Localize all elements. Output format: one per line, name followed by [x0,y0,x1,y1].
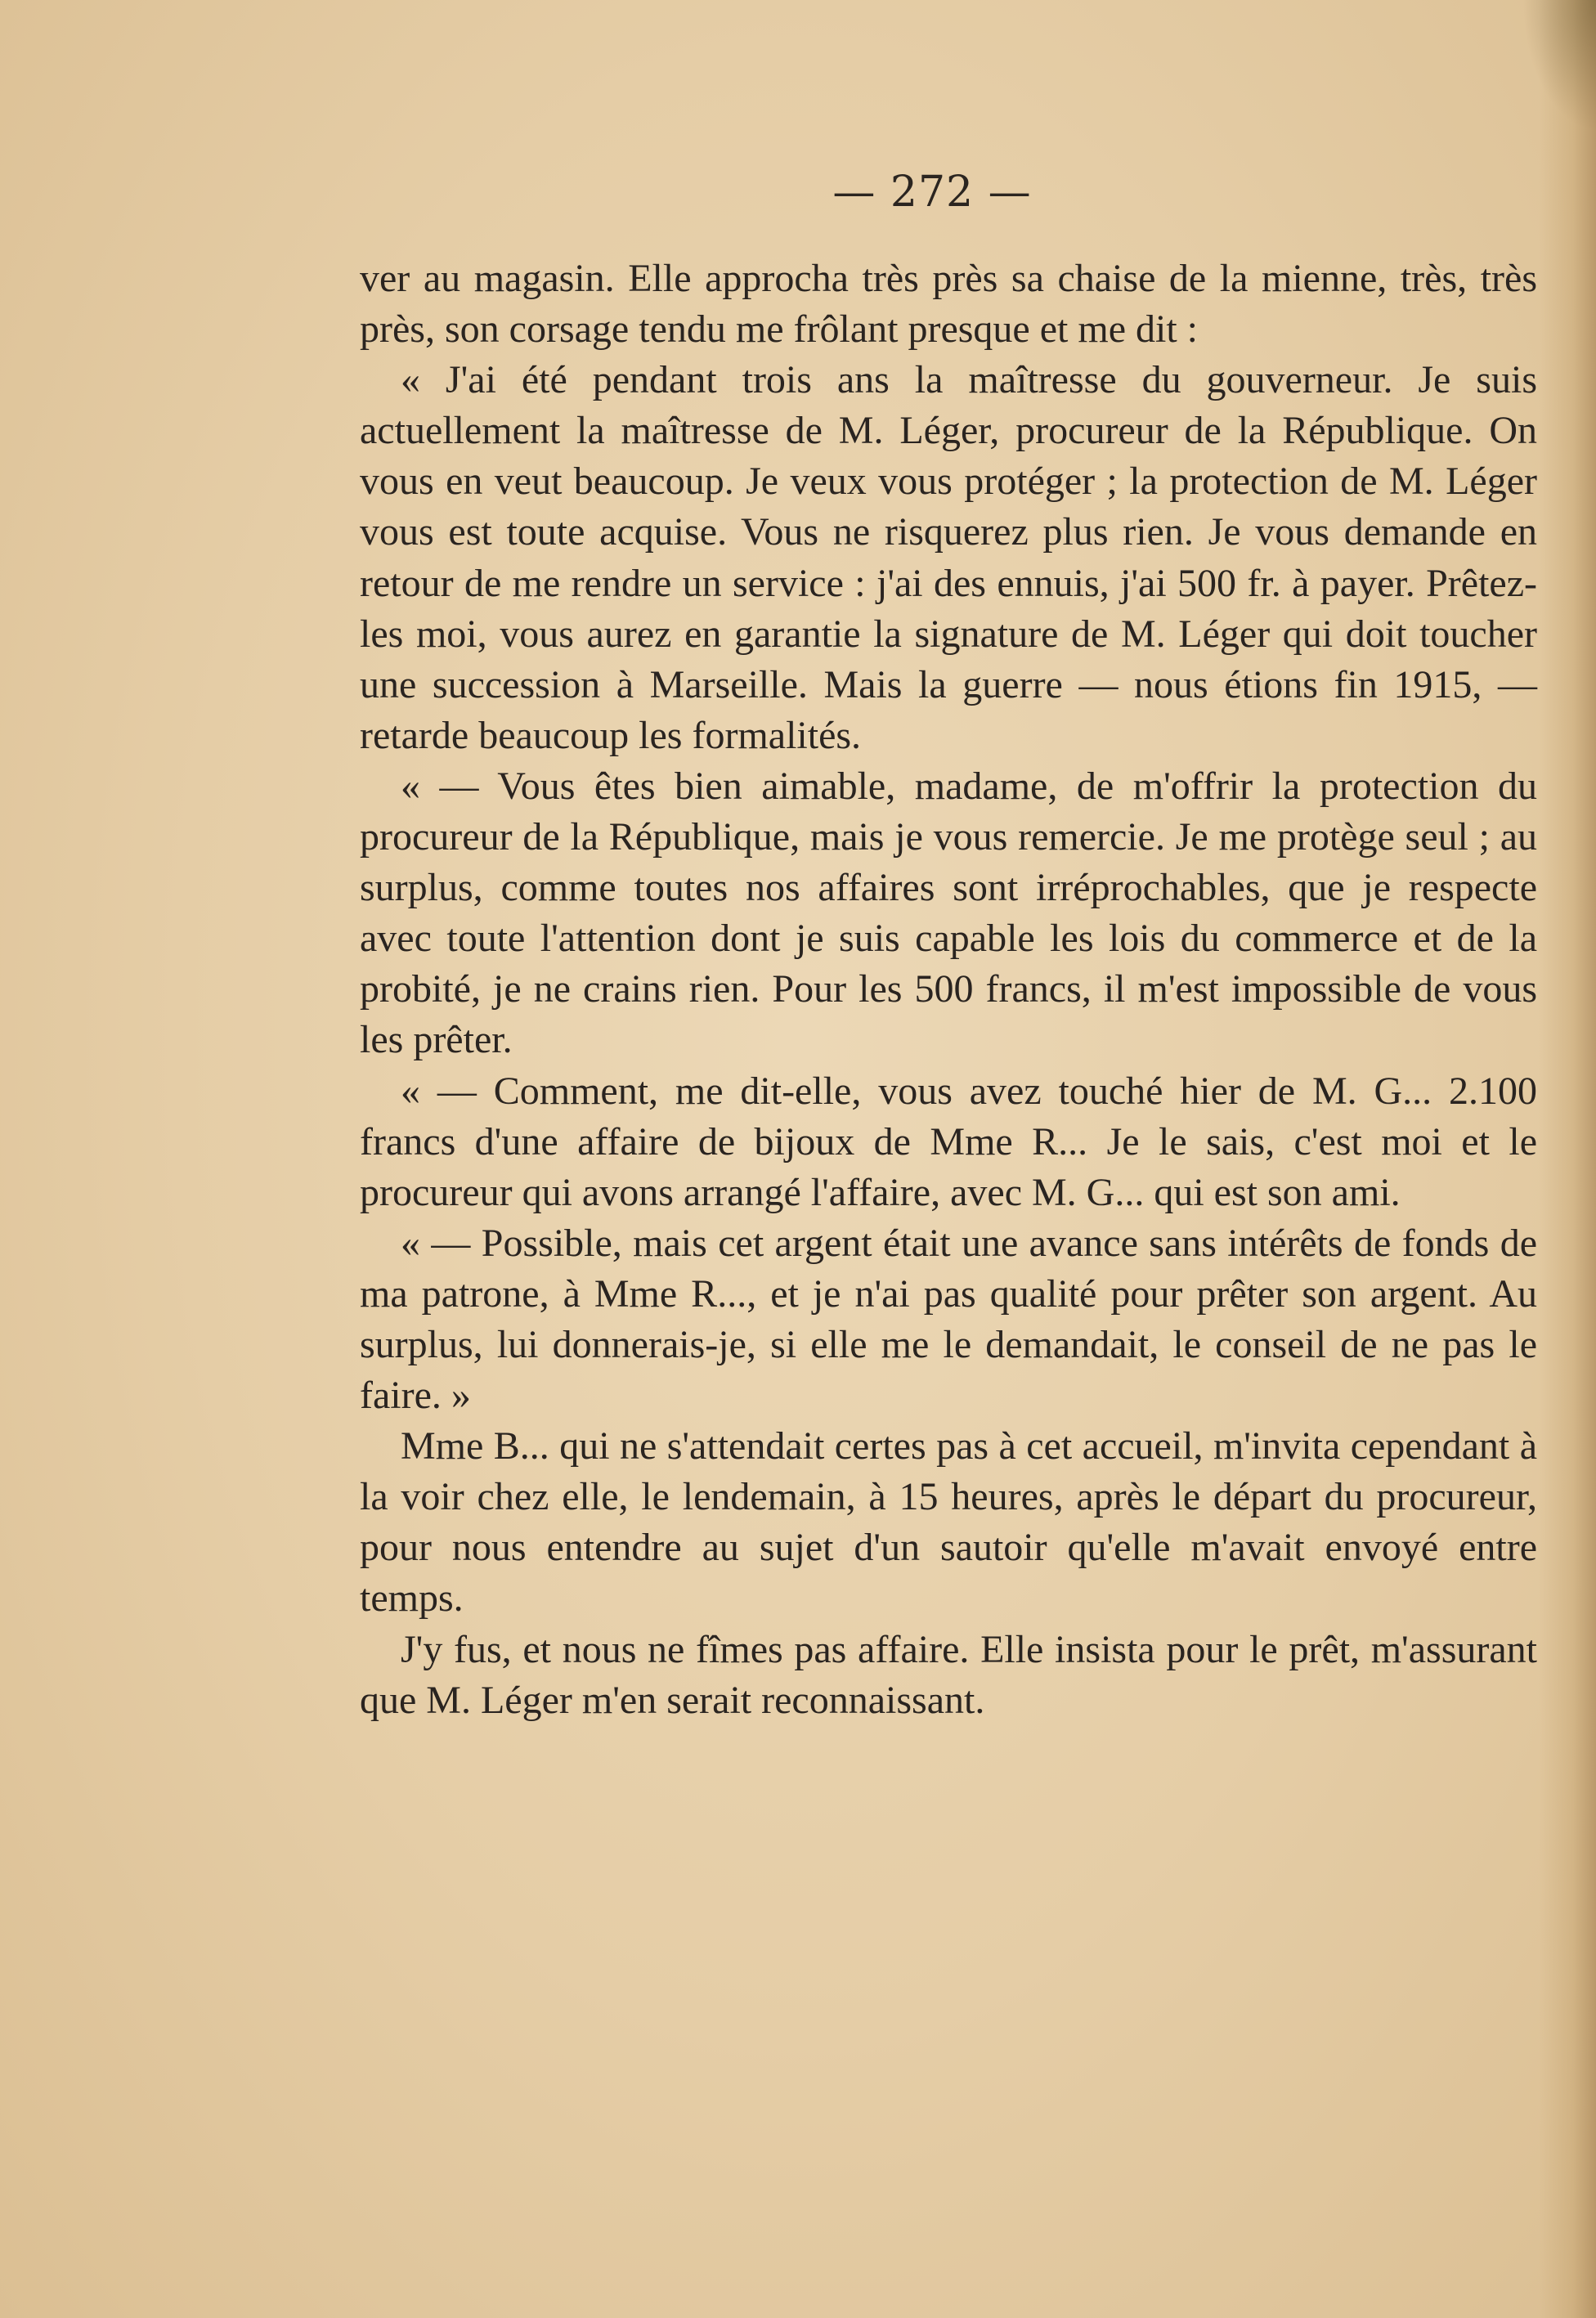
paragraph: « — Possible, mais cet argent était une avance sans intérêts de fonds de ma patrone, à Mme R..., et je n'ai pas qualité pour prêter son argent. Au surplus, lui donnerais-je, si elle me le demandait, le conseil de ne pas le faire. » [360,1221,1537,1418]
paragraph: Mme B... qui ne s'attendait certes pas à cet accueil, m'invita cependant à la voir chez elle, le lendemain, à 15 heures, après le départ du procureur, pour nous entendre au sujet d'un sautoir qu'elle m'avait envoyé entre temps. [360,1424,1537,1621]
page-body [360,253,1537,1726]
corner-stain [1522,0,1596,131]
paragraph: J'y fus, et nous ne fîmes pas affaire. Elle insista pour le prêt, m'assurant que M. Léger m'en serait reconnaissant. [360,1627,1537,1722]
page-edge-shadow [1539,0,1596,2318]
paragraph: « J'ai été pendant trois ans la maîtresse du gouverneur. Je suis actuellement la maîtresse de M. Léger, procureur de la République. On vous en veut beaucoup. Je veux vous protéger ; la protection de M. Léger vous est toute acquise. Vous ne risquerez plus rien. Je vous demande en retour de me rendre un service : j'ai des ennuis, j'ai 500 fr. à payer. Prêtez-les moi, vous aurez en garantie la signature de M. Léger qui doit toucher une succession à Marseille. Mais la guerre — nous étions fin 1915, — retarde beaucoup les formalités. [360,358,1537,757]
paragraph: « — Comment, me dit-elle, vous avez touché hier de M. G... 2.100 francs d'une affaire de bijoux de Mme R... Je le sais, c'est moi et le procureur qui avons arrangé l'affaire, avec M. G... qui est son ami. [360,1069,1537,1214]
page-number: — 272 — [832,168,1032,217]
paragraph: ver au magasin. Elle approcha très près sa chaise de la mienne, très, très près, son corsage tendu me frôlant presque et me dit : [360,257,1537,352]
paragraph: « — Vous êtes bien aimable, madame, de m'offrir la protection du procureur de la République, mais je vous remercie. Je me protège seul ; au surplus, comme toutes nos affaires sont irréprochables, que je respecte avec toute l'attention dont je suis capable les lois du commerce et de la probité, je ne crains rien. Pour les 500 francs, il m'est impossible de vous les prêter. [360,764,1537,1062]
